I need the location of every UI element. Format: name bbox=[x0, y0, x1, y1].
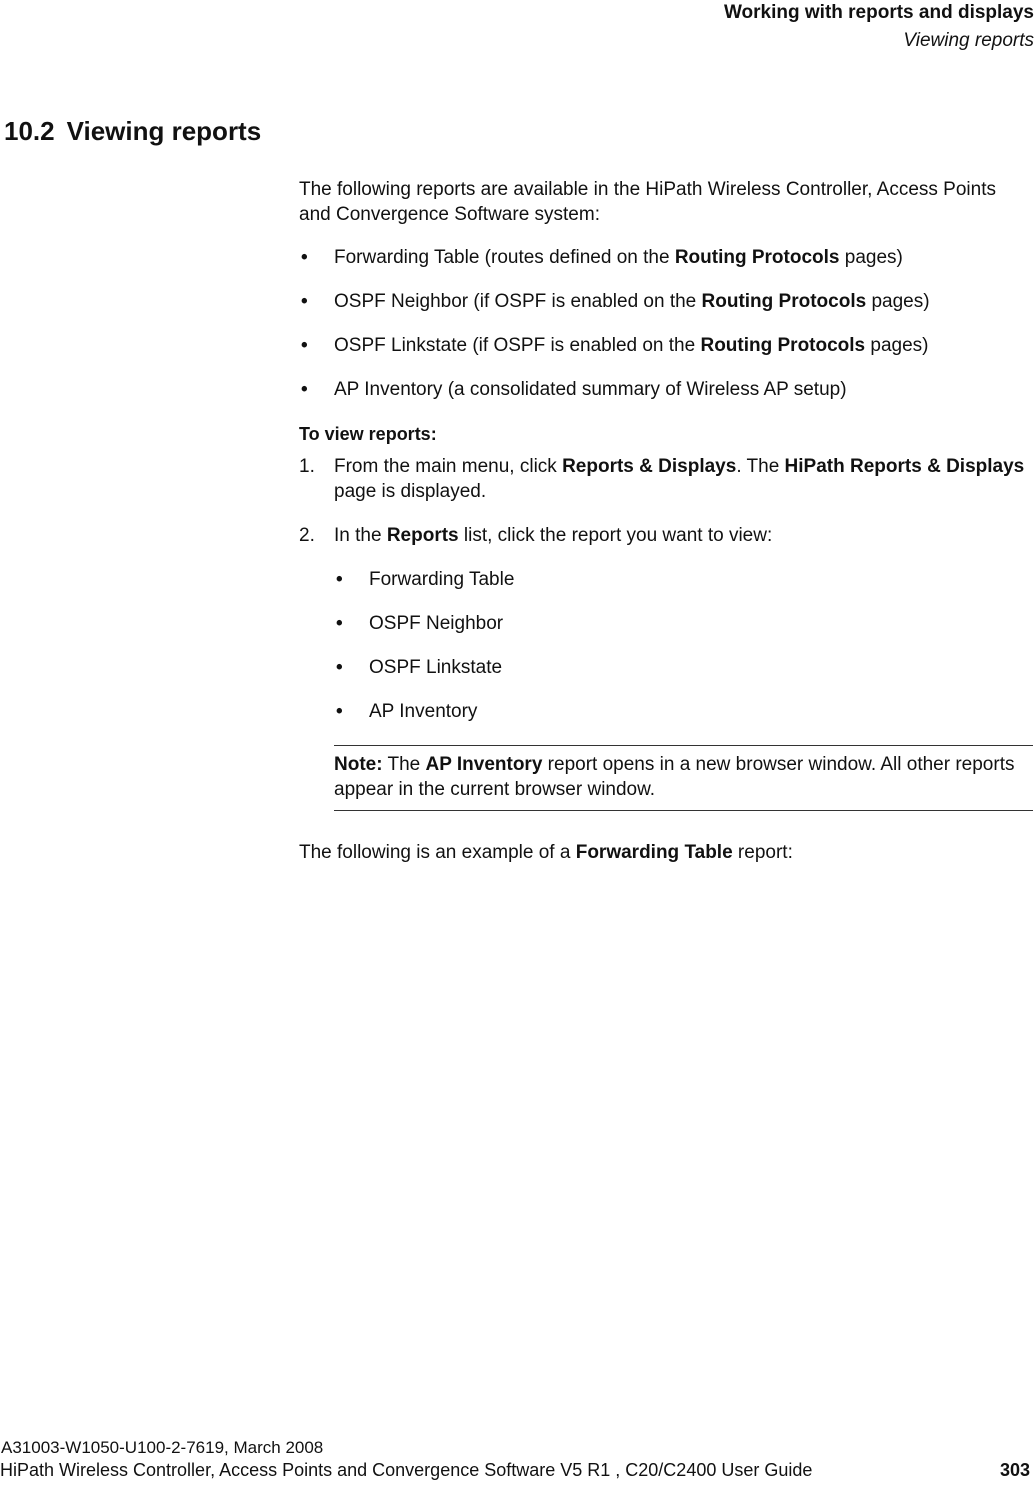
example-caption: The following is an example of a Forwarding Table report: bbox=[299, 842, 793, 863]
procedure-steps bbox=[299, 454, 1029, 724]
list-item: • AP Inventory (a consolidated summary of Wireless AP setup) bbox=[299, 377, 1029, 402]
running-header-section: Viewing reports bbox=[903, 30, 1034, 51]
list-item: • OSPF Neighbor bbox=[334, 611, 1029, 636]
procedure-heading: To view reports: bbox=[299, 424, 437, 444]
running-header-chapter: Working with reports and displays bbox=[723, 2, 1034, 23]
page-number: 303 bbox=[999, 1460, 1030, 1480]
report-list bbox=[299, 245, 1029, 402]
procedure-step-2: 2. In the Reports list, click the report you want to view: • Forwarding Table • OSPF Neighbor • OSPF Linkstate • AP Inventory bbox=[299, 523, 1029, 724]
list-item: • AP Inventory bbox=[334, 699, 1029, 724]
procedure-step-1: 1. From the main menu, click Reports & Displays. The HiPath Reports & Displays page is displayed. bbox=[299, 456, 1025, 502]
footer-guide-title: HiPath Wireless Controller, Access Points and Convergence Software V5 R1 , C20/C2400 User Guide bbox=[0, 1460, 813, 1480]
list-item: • Forwarding Table bbox=[334, 567, 1029, 592]
list-item: • OSPF Linkstate bbox=[334, 655, 1029, 680]
page-footer bbox=[0, 1437, 1035, 1481]
intro-paragraph: The following reports are available in the HiPath Wireless Controller, Access Points and Convergence Software system: bbox=[299, 179, 996, 225]
section-title: Viewing reports bbox=[66, 116, 262, 146]
note-label: Note: bbox=[334, 754, 383, 775]
list-item: • OSPF Linkstate (if OSPF is enabled on the Routing Protocols pages) bbox=[299, 333, 1029, 358]
note-box: Note: The AP Inventory report opens in a new browser window. All other reports appear in the current browser window. bbox=[334, 745, 1033, 811]
page-content bbox=[299, 177, 1029, 865]
section-heading bbox=[4, 114, 261, 148]
running-header bbox=[724, 0, 1034, 56]
list-item: • OSPF Neighbor (if OSPF is enabled on the Routing Protocols pages) bbox=[299, 289, 1029, 314]
section-number: 10.2 bbox=[4, 116, 55, 146]
footer-doc-id: A31003-W1050-U100-2-7619, March 2008 bbox=[1, 1438, 324, 1457]
report-choice-list bbox=[334, 567, 1029, 724]
list-item: • Forwarding Table (routes defined on the Routing Protocols pages) bbox=[299, 245, 1029, 270]
